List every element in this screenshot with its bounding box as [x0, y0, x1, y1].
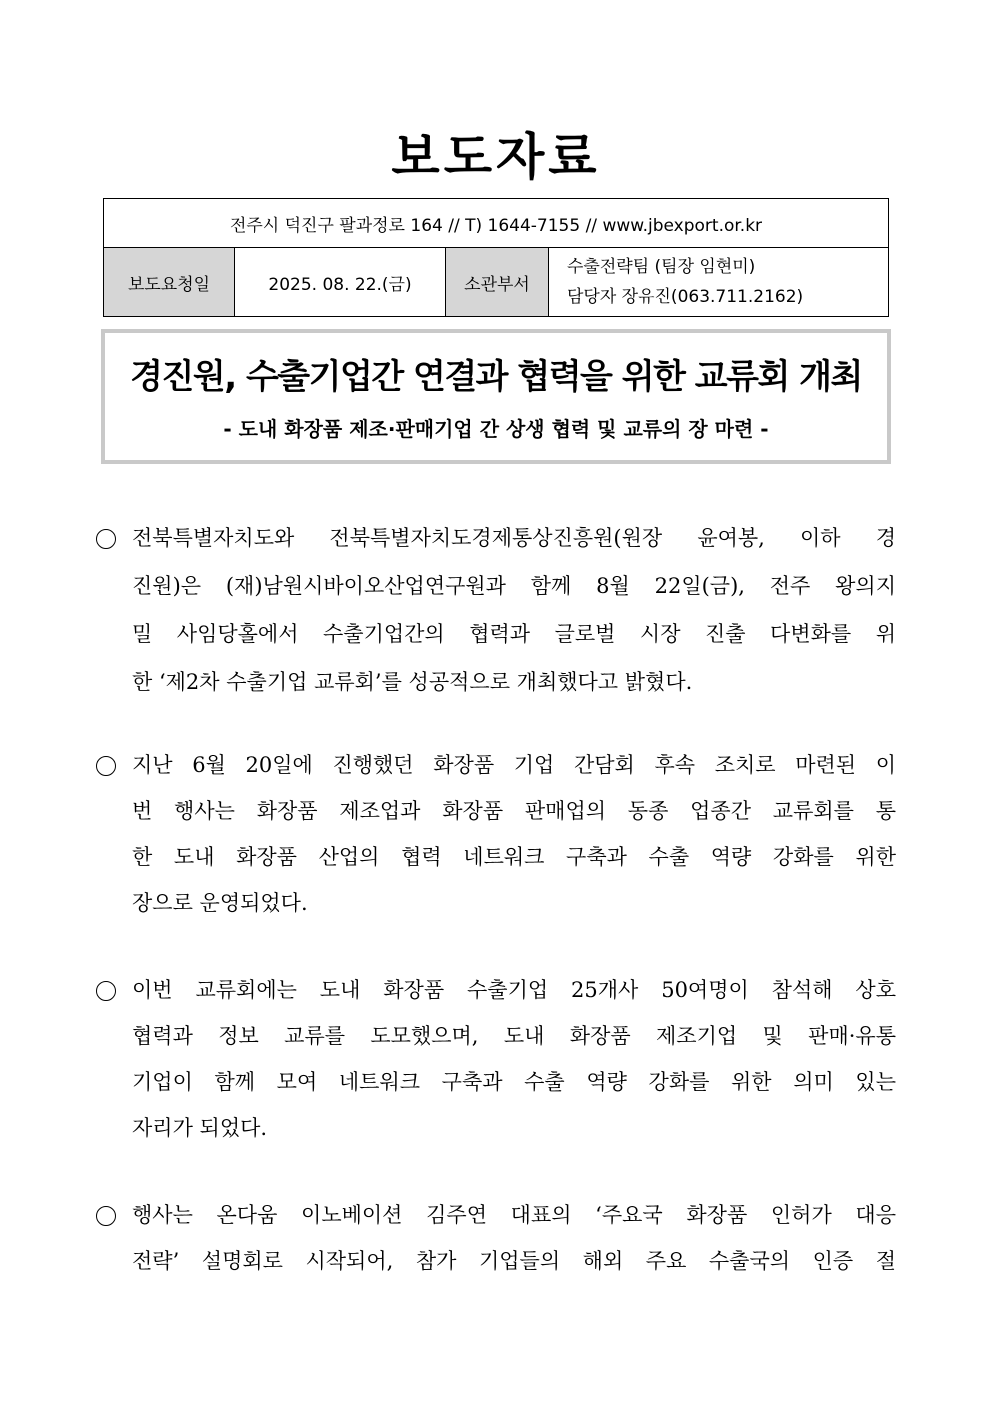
date-label: 보도요청일 [104, 248, 235, 317]
document-title: 보도자료 [391, 128, 601, 186]
paragraph-line: 밀 사임당홀에서 수출기업간의 협력과 글로벌 시장 진출 다변화를 위 [132, 622, 896, 646]
paragraph-line: 이번 교류회에는 도내 화장품 수출기업 25개사 50여명이 참석해 상호 [132, 978, 896, 1002]
circle-bullet-icon [96, 756, 116, 776]
paragraph-line: 한 도내 화장품 산업의 협력 네트워크 구축과 수출 역량 강화를 위한 [132, 845, 896, 869]
subheadline: - 도내 화장품 제조·판매기업 간 상생 협력 및 교류의 장 마련 - [223, 417, 769, 441]
paragraph-line: 지난 6월 20일에 진행했던 화장품 기업 간담회 후속 조치로 마련된 이 [132, 753, 896, 777]
header-info-table [103, 198, 889, 317]
headline-box [101, 329, 891, 464]
paragraph-line: 전략’ 설명회로 시작되어, 참가 기업들의 해외 주요 수출국의 인증 절 [132, 1249, 896, 1273]
paragraph-line: 장으로 운영되었다. [132, 891, 308, 915]
date-value: 2025. 08. 22.(금) [235, 248, 446, 317]
paragraph-line: 기업이 함께 모여 네트워크 구축과 수출 역량 강화를 위한 의미 있는 [132, 1070, 896, 1094]
dept-label: 소관부서 [446, 248, 549, 317]
dept-contact: 담당자 장유진(063.711.2162) [567, 287, 804, 307]
paragraph-line: 자리가 되었다. [132, 1116, 268, 1140]
paragraph-line: 한 ‘제2차 수출기업 교류회’를 성공적으로 개최했다고 밝혔다. [132, 670, 693, 694]
paragraph-line: 번 행사는 화장품 제조업과 화장품 판매업의 동종 업종간 교류회를 통 [132, 799, 896, 823]
circle-bullet-icon [96, 981, 116, 1001]
headline: 경진원, 수출기업간 연결과 협력을 위한 교류회 개최 [130, 357, 862, 397]
address-text: 전주시 덕진구 팔과정로 164 // T) 1644-7155 // www.jbexport.or.kr [104, 199, 889, 248]
request-row [104, 248, 889, 317]
paragraph-line: 협력과 정보 교류를 도모했으며, 도내 화장품 제조기업 및 판매·유통 [132, 1024, 896, 1048]
dept-value [549, 248, 889, 317]
address-row [104, 199, 889, 248]
paragraph-line: 행사는 온다움 이노베이션 김주연 대표의 ‘주요국 화장품 인허가 대응 [132, 1203, 896, 1227]
paragraph-line: 진원)은 (재)남원시바이오산업연구원과 함께 8월 22일(금), 전주 왕의지 [132, 574, 896, 598]
circle-bullet-icon [96, 529, 116, 549]
paragraph-line: 전북특별자치도와 전북특별자치도경제통상진흥원(원장 윤여봉, 이하 경 [132, 526, 896, 550]
dept-team: 수출전략팀 (팀장 임현미) [567, 257, 756, 277]
circle-bullet-icon [96, 1206, 116, 1226]
